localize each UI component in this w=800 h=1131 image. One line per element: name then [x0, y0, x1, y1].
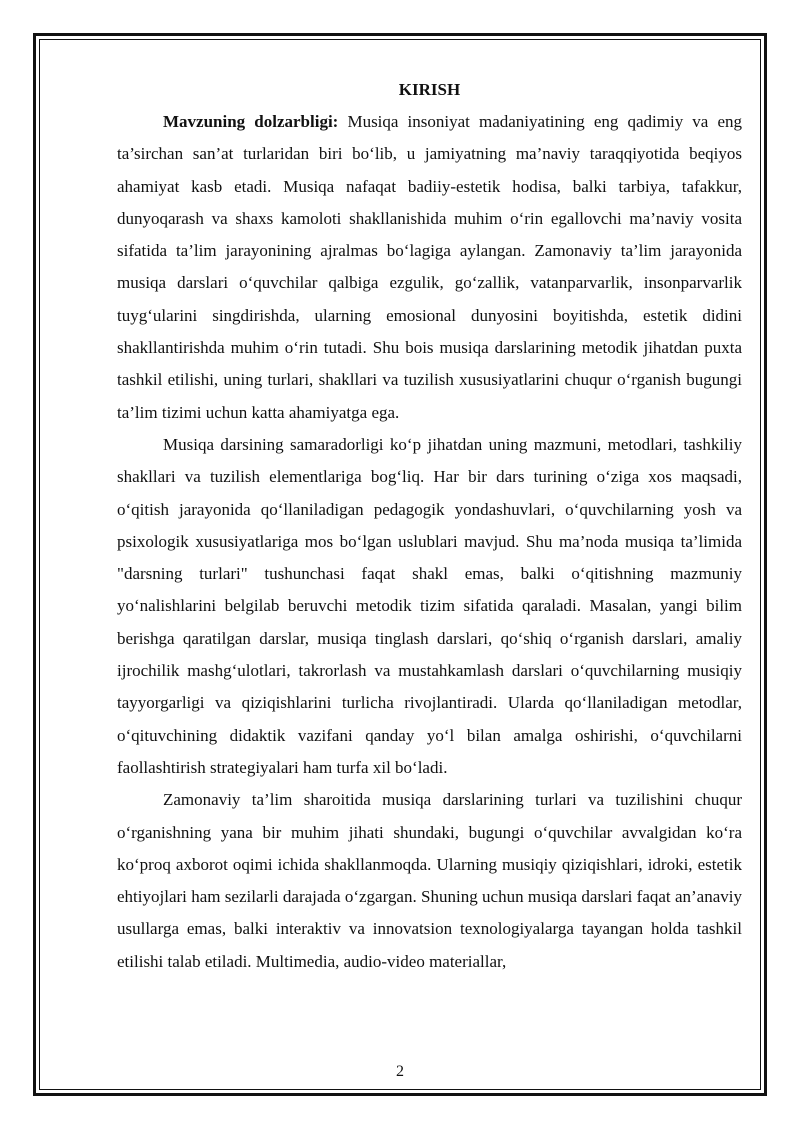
document-body — [117, 74, 742, 978]
paragraph-text: Musiqa insoniyat madaniyatining eng qadimiy va eng ta’sirchan san’at turlaridan biri bo‘lib, u jamiyatning ma’naviy taraqqiyotida beqiyos ahamiyat kasb etadi. Musiqa nafaqat badiiy-estetik hodisa, balki tarbiya, tafakkur, dunyoqarash va shaxs kamoloti shakllanishida muhim o‘rin egallovchi ma’naviy vosita sifatida ta’lim jarayonining ajralmas bo‘lagiga aylangan. Zamonaviy ta’lim jarayonida musiqa darslari o‘quvchilar qalbiga ezgulik, go‘zallik, vatanparvarlik, insonparvarlik tuyg‘ularini singdirishda, ularning emosional dunyosini boyitishda, estetik didini shakllantirishda muhim o‘rin tutadi. Shu bois musiqa darslarining metodik jihatdan puxta tashkil etilishi, uning turlari, shakllari va tuzilish xususiyatlarini chuqur o‘rganish bugungi ta’lim tizimi uchun katta ahamiyatga ega. — [117, 112, 743, 422]
paragraph-text: Musiqa darsining samaradorligi ko‘p jihatdan uning mazmuni, metodlari, tashkiliy shakllari va tuzilish elementlariga bog‘liq. Har bir dars turining o‘ziga xos maqsadi, o‘qitish jarayonida qo‘llaniladigan pedagogik yondashuvlari, o‘quvchilarning yosh va psixologik xususiyatlariga mos bo‘lgan uslublari mavjud. Shu ma’noda musiqa ta’limida "darsning turlari" tushunchasi faqat shakl emas, balki o‘qitishning mazmuniy yo‘nalishlarini belgilab beruvchi metodik tizim sifatida qaraladi. Masalan, yangi bilim berishga qaratilgan darslar, musiqa tinglash darslari, qo‘shiq o‘rganish darslari, amaliy ijrochilik mashg‘ulotlari, takrorlash va mustahkamlash darslari o‘quvchilarning musiqiy tayyorgarligi va qiziqishlarini turlicha rivojlantiradi. Ularda qo‘llaniladigan metodlar, o‘qituvchining didaktik vazifani qanday yo‘l bilan amalga oshirishi, o‘quvchilarni faollashtirish strategiyalari ham turfa xil bo‘ladi. — [117, 434, 742, 777]
page-number: 2 — [396, 1063, 404, 1080]
paragraph-3 — [117, 784, 742, 978]
paragraph-2 — [117, 429, 742, 784]
paragraph-lead: Mavzuning dolzarbligi: — [163, 112, 339, 131]
section-heading: KIRISH — [398, 80, 461, 99]
paragraph-text: Zamonaviy ta’lim sharoitida musiqa darslarining turlari va tuzilishini chuqur o‘rganishning yana bir muhim jihati shundaki, bugungi o‘quvchilar avvalgidan ko‘ra ko‘proq axborot oqimi ichida shakllanmoqda. Ularning musiqiy qiziqishlari, idroki, estetik ehtiyojlari ham sezilarli darajada o‘zgargan. Shuning uchun musiqa darslari faqat an’anaviy usullarga emas, balki interaktiv va innovatsion texnologiyalarga tayangan holda tashkil etilishi talab etiladi. Multimedia, audio-video materiallar, — [117, 790, 742, 971]
paragraph-1 — [117, 106, 742, 429]
